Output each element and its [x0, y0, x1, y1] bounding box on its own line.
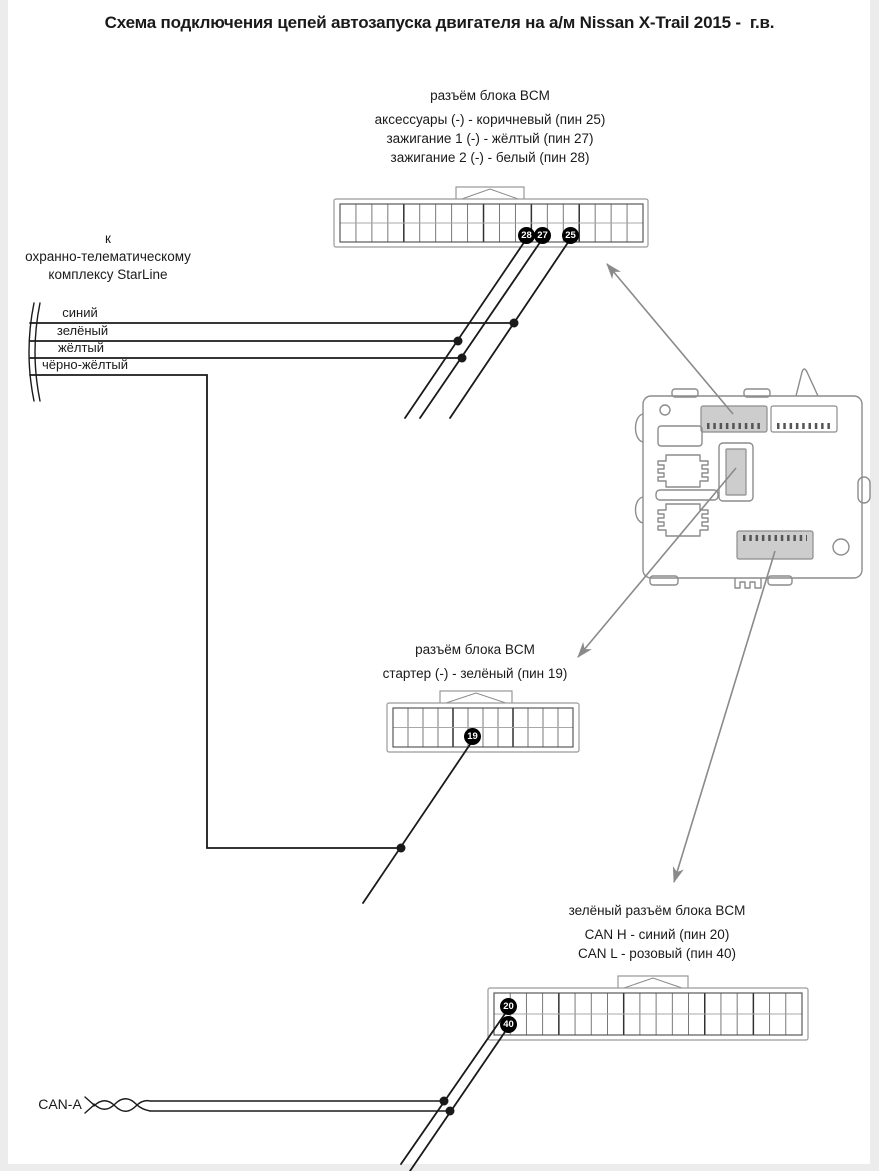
connector2-label-block: [315, 640, 635, 683]
connector2-drawing: [387, 691, 579, 752]
bcm-top-spike: [796, 369, 818, 396]
pin-27: 27: [534, 227, 551, 244]
connector3-line-canh: CAN H - синий (пин 20): [584, 927, 730, 942]
starline-line2: охранно-телематическому: [25, 249, 191, 264]
bcm-module-drawing: [636, 369, 871, 588]
connector3-label-block: [497, 901, 817, 963]
wire-label-black-yellow: чёрно-жёлтый: [41, 357, 129, 372]
arrow-to-connector3: [674, 551, 775, 882]
diagram-title: Схема подключения цепей автозапуска двигателя на а/м Nissan X-Trail 2015 - г.в.: [104, 13, 775, 32]
can-twisted-pair: [85, 1097, 450, 1113]
pointer-arrows: [578, 264, 775, 882]
arrow-to-connector1: [607, 264, 733, 414]
pin-20: 20: [500, 998, 517, 1015]
connector1-leads: [405, 238, 571, 418]
connector3-drawing: [488, 976, 808, 1040]
bcm-relay-1: [658, 455, 708, 487]
starline-label-block: [18, 230, 198, 284]
pin-19: 19: [464, 728, 481, 745]
connector3-leads: [401, 1008, 509, 1171]
bcm-connector-middle: [726, 449, 746, 495]
harness-bundle-mark: [29, 303, 34, 401]
connector1-line-acc: аксессуары (-) - коричневый (пин 25): [374, 112, 606, 127]
connector2-leads: [363, 740, 473, 903]
wire-label-yellow: жёлтый: [57, 340, 105, 355]
connector2-heading: разъём блока BCM: [415, 642, 535, 657]
wire-label-blue: синий: [62, 305, 98, 320]
connector1-heading: разъём блока BCM: [430, 88, 550, 103]
can-a-label: CAN-A: [38, 1096, 82, 1112]
connector2-line-starter: стартер (-) - зелёный (пин 19): [382, 666, 568, 681]
pin-25: 25: [562, 227, 579, 244]
arrow-to-connector2: [578, 468, 736, 657]
connector1-line-ign2: зажигание 2 (-) - белый (пин 28): [390, 150, 590, 165]
pin-40: 40: [500, 1016, 517, 1033]
connector1-label-block: [330, 86, 650, 167]
connector3-line-canl: CAN L - розовый (пин 40): [578, 946, 736, 961]
connector3-heading: зелёный разъём блока BCM: [568, 903, 746, 918]
starline-line1: к: [105, 231, 111, 246]
connector1-line-ign1: зажигание 1 (-) - жёлтый (пин 27): [386, 131, 594, 146]
starline-wires: [29, 303, 519, 853]
starline-line3: комплексу StarLine: [48, 267, 168, 282]
wire-label-green: зелёный: [56, 323, 109, 338]
connector1-drawing: [334, 187, 648, 247]
wire-black-yellow: [30, 375, 401, 848]
pin-28: 28: [518, 227, 535, 244]
